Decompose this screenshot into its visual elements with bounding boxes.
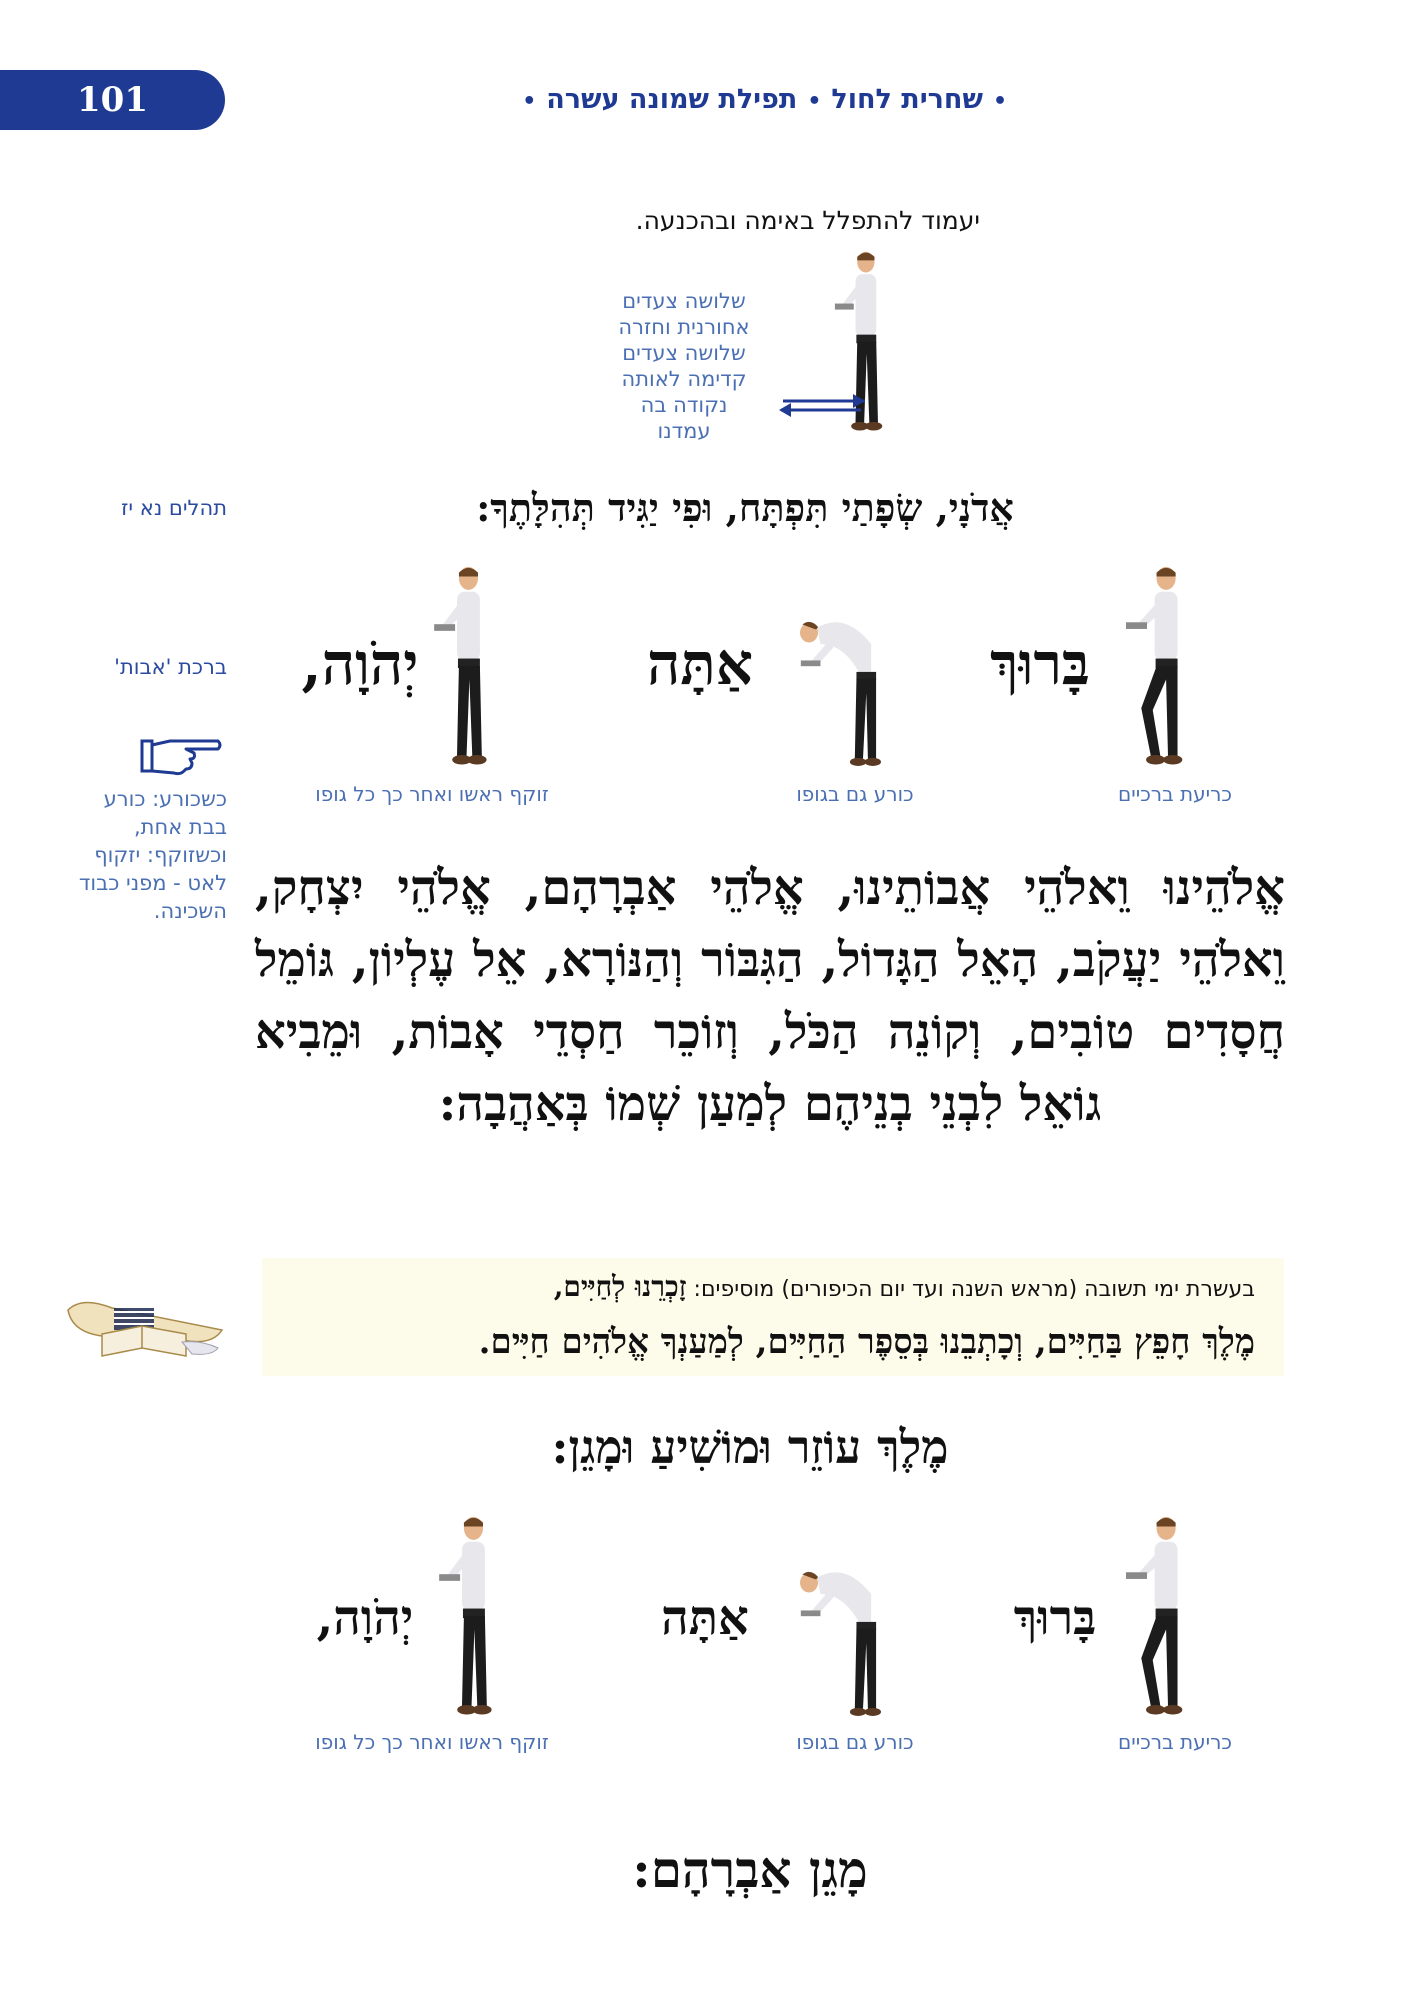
word-baruch: בָּרוּךְ [1013, 1590, 1097, 1646]
insert-line-2: מֶלֶךְ חָפֵץ בַּחַיִּים, וְכָתְבֵנוּ בְּסֵפֶר הַחַיִּים, לְמַעַנְךָ אֱלֹהִים חַיִּים. [478, 1322, 1255, 1362]
figure-bow [780, 595, 910, 775]
melech-ozer-line: מֶלֶךְ עוֹזֵר וּמוֹשִׁיעַ וּמָגֵן: [551, 1420, 949, 1474]
word-ata: אַתָּה [661, 1590, 749, 1646]
word-baruch: בָּרוּךְ [990, 630, 1090, 698]
caption-body-bow: כורע גם בגופו [796, 1730, 914, 1754]
figure-kneel [1110, 565, 1205, 775]
word-hashem: יְהֹוָה, [316, 1590, 414, 1646]
word-hashem: יְהֹוָה, [301, 630, 419, 698]
figure-stand [425, 1515, 520, 1725]
figure-bow [780, 1545, 910, 1725]
blessing-name: ברכת 'אבות' [114, 655, 227, 679]
bullet-icon: • [522, 89, 537, 114]
subsection-title: תפילת שמונה עשרה [546, 84, 798, 115]
pointing-hand-icon [140, 733, 222, 777]
caption-straighten: זוקף ראשו ואחר כך כל גופו [315, 1730, 549, 1754]
section-title: שחרית לחול [831, 84, 983, 115]
avot-blessing-text: אֱלֹהֵינוּ וֵאלֹהֵי אֲבוֹתֵינוּ, אֱלֹהֵי אַבְרָהָם, אֱלֹהֵי יִצְחָק, וֵאלֹהֵי יַעֲקֹב, הָאֵל הַגָּדוֹל, הַגִּבּוֹר וְהַנּוֹרָא, אֵל עֶלְיוֹן, גּוֹמֵל חֲסָדִים טוֹבִים, וְקוֹנֵה הַכֹּל, וְזוֹכֵר חַסְדֵי אָבוֹת, וּמֵבִיא גוֹאֵל לִבְנֵי בְנֵיהֶם לְמַעַן שְׁמוֹ בְּאַהֲבָה: [255, 860, 1285, 1132]
caption-knee-bend: כריעת ברכיים [1117, 1730, 1232, 1754]
verse-reference: תהלים נא יז [121, 496, 227, 520]
running-head [317, 84, 1017, 115]
instruction-text: יעמוד להתפלל באימה ובהכנעה. [635, 206, 980, 235]
page-number: 101 [77, 80, 148, 120]
caption-straighten: זוקף ראשו ואחר כך כל גופו [315, 782, 549, 806]
bullet-icon: • [807, 89, 822, 114]
caption-body-bow: כורע גם בגופו [796, 782, 914, 806]
caption-knee-bend: כריעת ברכיים [1117, 782, 1232, 806]
bowing-side-note: כשכורע: כורע בבת אחת, וכשזוקף: יזקוף לאט - מפני כבוד השכינה. [78, 787, 227, 923]
steps-note: שלושה צעדים אחורנית וחזרה שלושה צעדים קדימה לאותה נקודה בה עמדנו [618, 289, 750, 443]
double-arrow-icon [775, 390, 871, 420]
figure-kneel [1110, 1515, 1205, 1725]
shofar-book-icon [62, 1290, 224, 1360]
magen-avraham-line: מָגֵן אַבְרָהָם: [632, 1840, 868, 1899]
insert-intro: בעשרת ימי תשובה (מראש השנה ועד יום הכיפורים) מוסיפים: [693, 1277, 1255, 1302]
opening-verse: אֲדֹנָי, שְׂפָתַי תִּפְתָּח, וּפִי יַגִּיד תְּהִלָּתֶךָ: [476, 485, 1014, 530]
word-ata: אַתָּה [647, 630, 753, 698]
bullet-icon: • [992, 89, 1007, 114]
insert-line-1 [290, 1270, 1255, 1304]
insert-first-words: זָכְרֵנוּ לְחַיִּים, [553, 1270, 687, 1303]
